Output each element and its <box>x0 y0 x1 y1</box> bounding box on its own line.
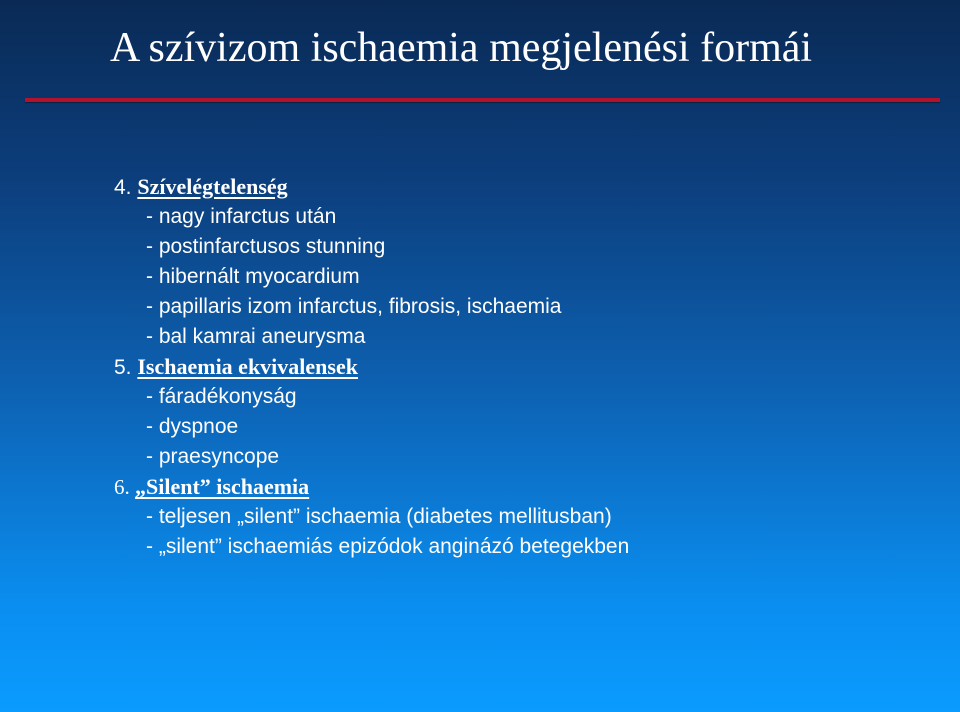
list-item: - postinfarctusos stunning <box>146 235 386 258</box>
list-item: - dyspnoe <box>146 415 239 438</box>
list-item: - nagy infarctus után <box>146 205 337 228</box>
list-item: - papillaris izom infarctus, fibrosis, ischaemia <box>146 295 562 318</box>
section-title: Ischaemia ekvivalensek <box>137 354 358 379</box>
slide-body <box>114 172 944 562</box>
section-number: 4. <box>114 176 138 199</box>
list-item: - fáradékonyság <box>146 385 297 408</box>
list-item: - teljesen „silent” ischaemia (diabetes mellitusban) <box>146 505 612 528</box>
slide-title: A szívizom ischaemia megjelenési formái <box>110 25 813 71</box>
section-number: 6. <box>114 475 135 499</box>
title-divider <box>25 98 940 102</box>
list-item: - praesyncope <box>146 445 280 468</box>
section-heading-4 <box>114 172 944 202</box>
list-item: - hibernált myocardium <box>146 265 360 288</box>
section-title: Szívelégtelenség <box>137 174 288 199</box>
section-title: „Silent” ischaemia <box>135 474 310 499</box>
list-item: - „silent” ischaemiás epizódok anginázó betegekben <box>146 535 630 558</box>
section-heading-5 <box>114 352 944 382</box>
section-number: 5. <box>114 356 138 379</box>
list-item: - bal kamrai aneurysma <box>146 325 366 348</box>
section-heading-6 <box>114 472 944 502</box>
